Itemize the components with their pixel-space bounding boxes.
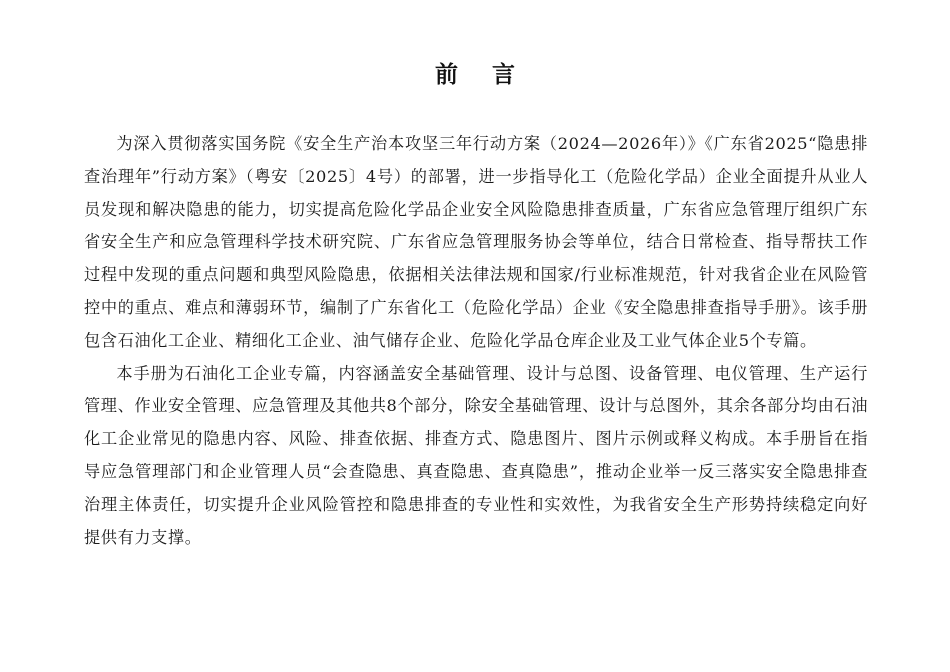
preface-body bbox=[84, 128, 868, 554]
paragraph: 为深入贯彻落实国务院《安全生产治本攻坚三年行动方案（2024—2026年）》《广东省2025“隐患排查治理年”行动方案》（粤安〔2025〕4号）的部署，进一步指导化工（危险化学品）企业全面提升从业人员发现和解决隐患的能力，切实提高危险化学品企业安全风险隐患排查质量，广东省应急管理厅组织广东省安全生产和应急管理科学技术研究院、广东省应急管理服务协会等单位，结合日常检查、指导帮扶工作过程中发现的重点问题和典型风险隐患，依据相关法律法规和国家/行业标准规范，针对我省企业在风险管控中的重点、难点和薄弱环节，编制了广东省化工（危险化学品）企业《安全隐患排查指导手册》。该手册包含石油化工企业、精细化工企业、油气储存企业、危险化学品仓库企业及工业气体企业5个专篇。 bbox=[84, 134, 868, 350]
page-title: 前言 bbox=[435, 62, 549, 88]
paragraph: 本手册为石油化工企业专篇，内容涵盖安全基础管理、设计与总图、设备管理、电仪管理、生产运行管理、作业安全管理、应急管理及其他共8个部分，除安全基础管理、设计与总图外，其余各部分均由石油化工企业常见的隐患内容、风险、排查依据、排查方式、隐患图片、图片示例或释义构成。本手册旨在指导应急管理部门和企业管理人员“会查隐患、真查隐患、查真隐患”，推动企业举一反三落实安全隐患排查治理主体责任，切实提升企业风险管控和隐患排查的专业性和实效性，为我省安全生产形势持续稳定向好提供有力支撑。 bbox=[84, 363, 868, 547]
